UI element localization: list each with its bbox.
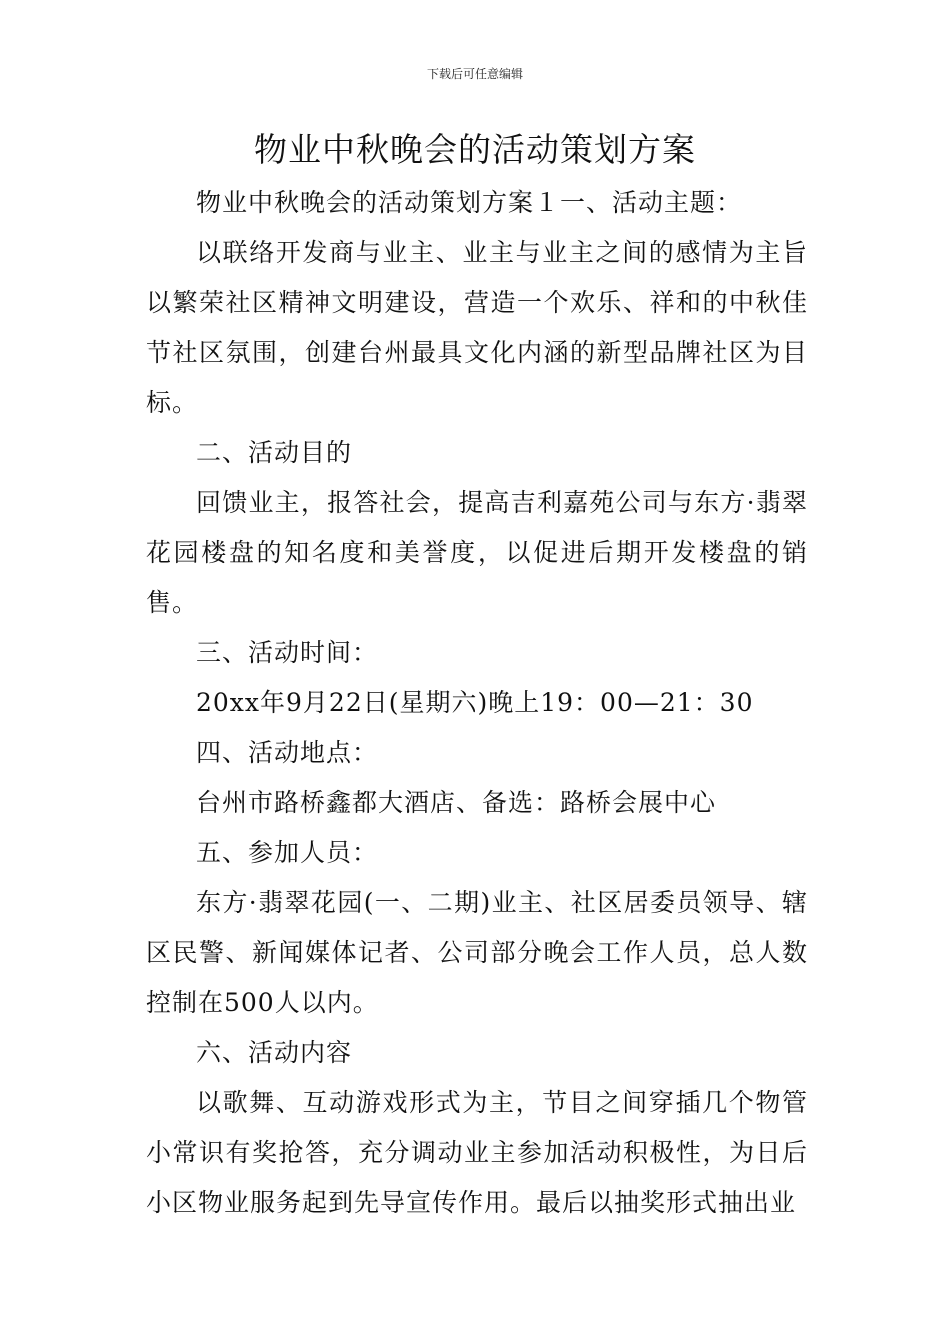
header-note: 下载后可任意编辑 — [426, 67, 523, 81]
paragraph-theme: 以联络开发商与业主、业主与业主之间的感情为主旨以繁荣社区精神文明建设，营造一个欢乐、祥和的中秋佳节社区氛围，创建台州最具文化内涵的新型品牌社区为目标。 — [146, 238, 808, 417]
paragraph-purpose: 回馈业主，报答社会，提高吉利嘉苑公司与东方·翡翠花园楼盘的知名度和美誉度，以促进后期开发楼盘的销售。 — [146, 488, 808, 617]
paragraph-time: 20xx年9月22日(星期六)晚上19：00—21：30 — [196, 688, 754, 717]
paragraph-participants: 东方·翡翠花园(一、二期)业主、社区居委员领导、辖区民警、新闻媒体记者、公司部分晚会工作人员，总人数控制在500人以内。 — [146, 888, 808, 1017]
section-heading-content: 六、活动内容 — [196, 1038, 353, 1067]
document-title: 物业中秋晚会的活动策划方案 — [254, 130, 696, 169]
section-heading-time: 三、活动时间： — [196, 638, 379, 667]
paragraph-location: 台州市路桥鑫都大酒店、备选：路桥会展中心 — [196, 788, 717, 817]
section-heading-purpose: 二、活动目的 — [196, 438, 353, 467]
section-heading-location: 四、活动地点： — [196, 738, 379, 767]
document-body — [146, 178, 808, 1228]
section-heading-participants: 五、参加人员： — [196, 838, 379, 867]
paragraph-intro-heading: 物业中秋晚会的活动策划方案１一、活动主题： — [196, 188, 743, 217]
paragraph-content: 以歌舞、互动游戏形式为主，节目之间穿插几个物管小常识有奖抢答，充分调动业主参加活动积极性，为日后小区物业服务起到先导宣传作用。最后以抽奖形式抽出业 — [146, 1088, 808, 1217]
